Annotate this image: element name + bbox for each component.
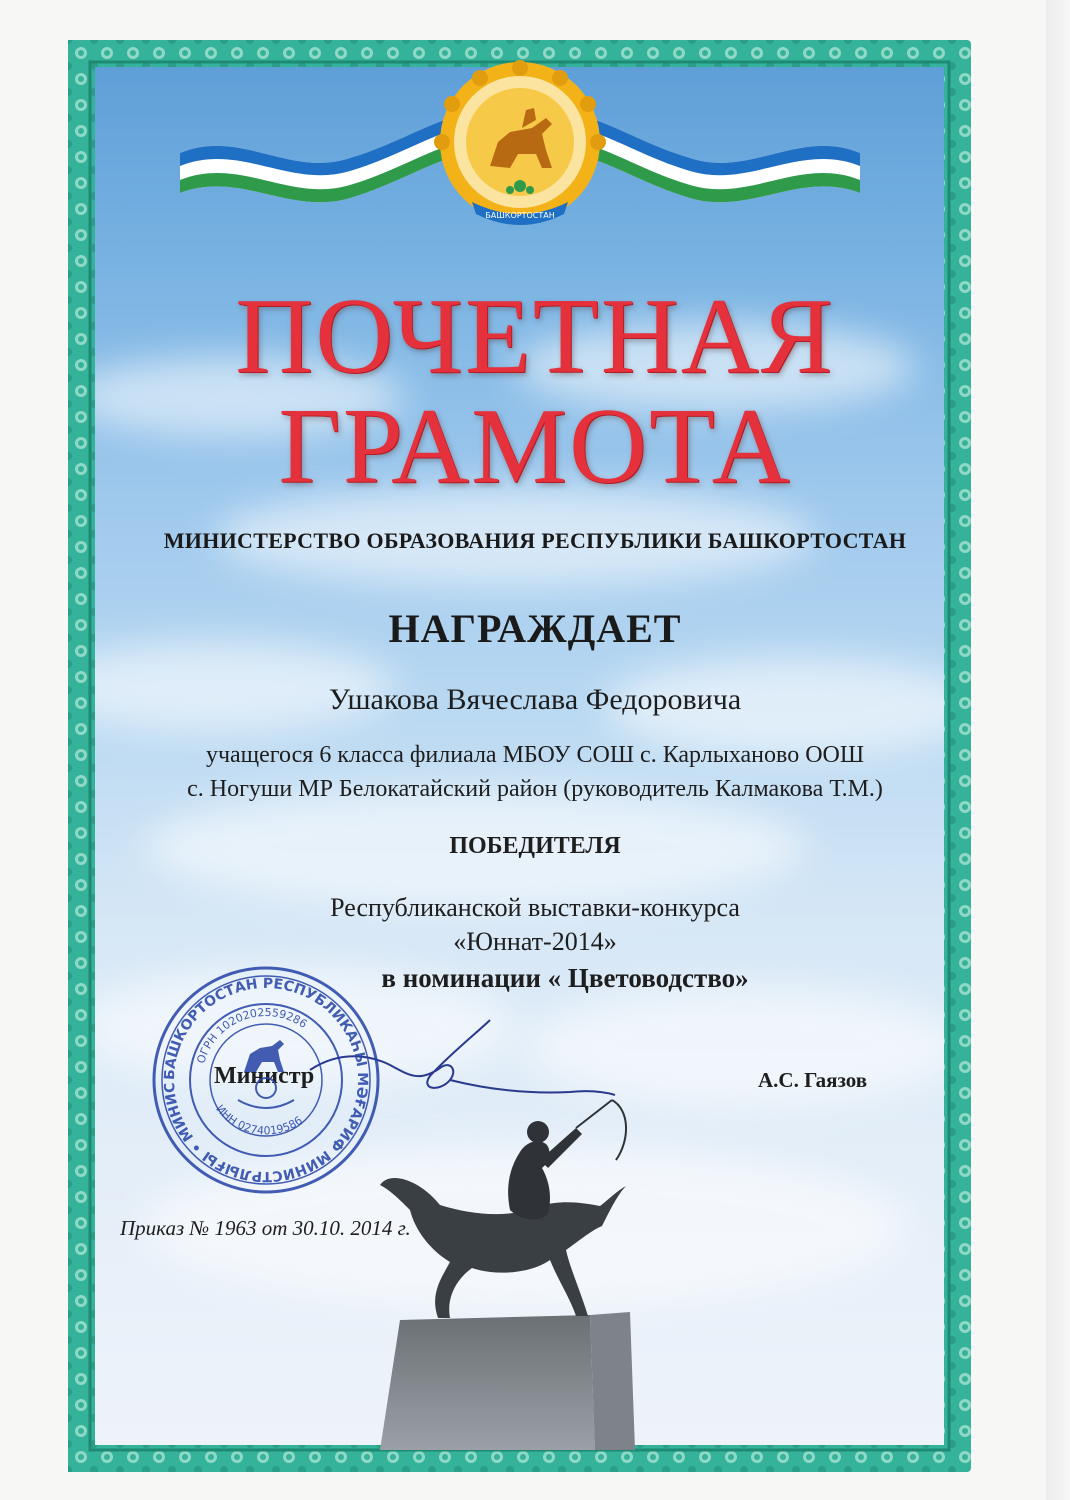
flag-ribbon-left — [180, 118, 450, 202]
bashkortostan-coat-of-arms-icon — [434, 60, 606, 225]
contest-line-2: «Юннат-2014» — [453, 927, 617, 956]
recipient-name: Ушакова Вячеслава Федоровича — [328, 683, 742, 716]
issuer-name: МИНИСТЕРСТВО ОБРАЗОВАНИЯ РЕСПУБЛИКИ БАШКОРТОСТАН — [163, 528, 907, 553]
recipient-details-line-2: с. Ногуши МР Белокатайский район (руководитель Калмакова Т.М.) — [187, 776, 883, 802]
signer-name: А.С. Гаязов — [758, 1068, 868, 1092]
title-line-2: ГРАМОТА — [278, 387, 792, 506]
winner-label: ПОБЕДИТЕЛЯ — [449, 833, 621, 859]
emblem-caption: БАШКОРТОСТАН — [485, 211, 555, 220]
recipient-details-line-1: учащегося 6 класса филиала МБОУ СОШ с. Карлыханово ООШ — [205, 742, 865, 768]
flag-ribbon-right — [590, 118, 860, 202]
nomination: в номинации « Цветоводство» — [381, 963, 749, 993]
contest-line-1: Республиканской выставки-конкурса — [330, 893, 740, 922]
seal-inn: ИНН 0274019586 — [213, 1102, 305, 1138]
seal-ogrn: ОГРН 1020202559286 — [194, 1005, 310, 1066]
order-reference: Приказ № 1963 от 30.10. 2014 г. — [120, 1216, 411, 1240]
emblem — [180, 58, 860, 238]
salavat-yulaev-monument — [380, 1090, 700, 1450]
official-seal-icon — [146, 960, 386, 1200]
awards-heading: НАГРАЖДАЕТ — [388, 606, 682, 651]
seal-outer-text: БАШКОРТОСТАН РЕСПУБЛИКАҺЫ МӘҒАРИФ МИНИСТРЛЫҒЫ • МИНИС — [161, 975, 371, 1185]
title-line-1: ПОЧЕТНАЯ — [235, 277, 835, 396]
signer-role: Министр — [214, 1063, 315, 1089]
